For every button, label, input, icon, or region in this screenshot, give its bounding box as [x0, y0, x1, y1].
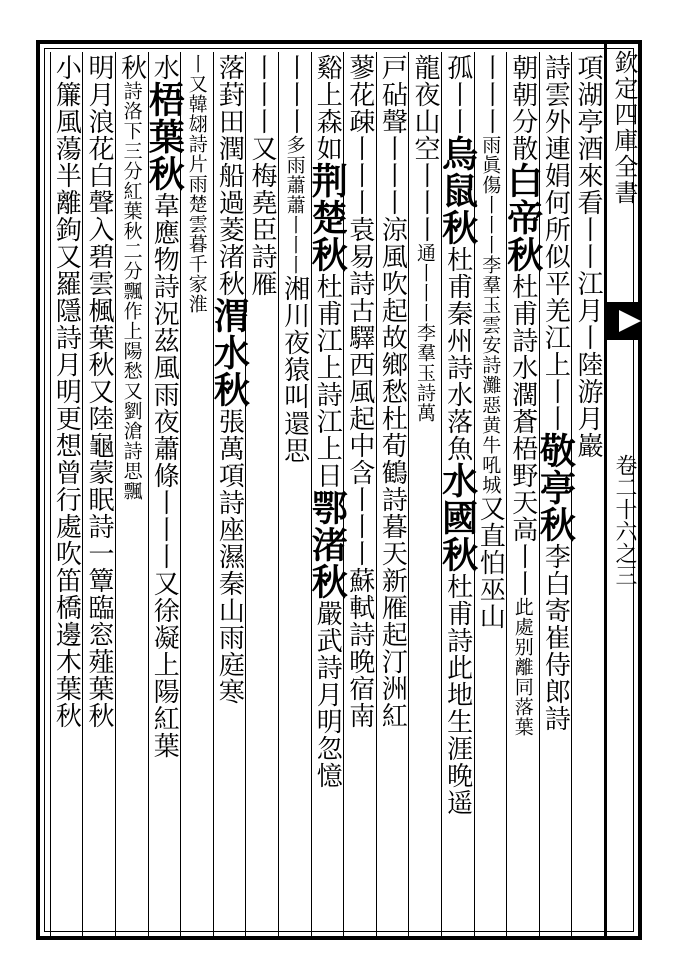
body-text: 又直怕巫山 [475, 495, 506, 630]
heading-phrase: 敬亭秋 [534, 432, 577, 543]
column-rule [115, 52, 116, 936]
heading-phrase: 水國秋 [436, 462, 479, 573]
annotation-text: 雨眞傷丨丨丨李羣玉雲安詩灘惡黄牛吼城 [479, 135, 502, 495]
body-text: 蓼花疎丨丨丨袁易詩古驛西風起中含丨丨丨蘇軾詩晚宿南 [344, 54, 375, 729]
heading-phrase: 梧葉秋 [143, 81, 186, 192]
body-text: 丨丨丨 [475, 54, 506, 135]
heading-phrase: 烏鼠秋 [436, 135, 479, 246]
annotation-text: 詩洛下三分紅葉秋二分飄作上陽愁又劉滄詩思飄 [120, 81, 143, 501]
annotation-text: 丨又韓翃詩片雨楚雲暮千家淮 [185, 54, 208, 314]
column-rule [148, 52, 149, 936]
body-text: 落葑田潤船過菱渚秋 [214, 54, 245, 297]
column-rule [376, 52, 377, 936]
text-column [245, 54, 278, 934]
body-text: 杜甫秦州詩水落魚 [442, 246, 473, 462]
body-text: 嚴武詩月明忽憶 [312, 600, 343, 789]
text-column [143, 54, 186, 934]
body-text: 秋 [116, 54, 147, 81]
column-rule [213, 52, 214, 936]
column-rule [441, 52, 442, 936]
body-text: 朝朝分散 [507, 54, 538, 162]
juan-label: 卷二十六之三 [612, 454, 637, 586]
margin-title: 欽定四庫全書 [610, 50, 638, 206]
body-text: 杜甫江上詩江上日 [312, 273, 343, 489]
column-rule [278, 52, 279, 936]
annotation-text: 此處别離同落葉 [511, 597, 534, 737]
column-rule [311, 52, 312, 936]
text-column [115, 54, 148, 934]
annotation-text: 通丨丨丨李羣玉詩萬 [413, 243, 436, 423]
body-text: 孤丨丨 [442, 54, 473, 135]
column-rule [245, 52, 246, 936]
fish-tail-mark [604, 302, 641, 340]
text-column [50, 54, 83, 934]
annotation-text: 多雨蕭蕭丨丨丨 [283, 135, 306, 275]
text-column [278, 54, 311, 934]
body-text: 戸砧聲丨丨丨涼風吹起故鄉愁杜荀鶴詩暮天新雁起汀洲紅 [377, 54, 408, 729]
text-column [208, 54, 251, 934]
body-text: 杜甫詩此地生涯晚遥 [442, 573, 473, 816]
text-column [376, 54, 409, 934]
body-text: 李白寄崔侍郎詩 [540, 543, 571, 732]
text-column [306, 54, 349, 934]
heading-phrase: 鄂渚秋 [306, 489, 349, 600]
column-rule [82, 52, 83, 936]
margin-strip [604, 44, 638, 936]
body-text: 丨丨丨 [279, 54, 310, 135]
body-text: 張萬項詩座濕秦山雨庭寒 [214, 408, 245, 705]
body-text: 谿上森如 [312, 54, 343, 162]
body-text: 小簾風蕩半離鉤又羅隱詩月明更想曾行處吹笛橋邊木葉秋 [51, 54, 82, 729]
heading-phrase: 渭水秋 [208, 297, 251, 408]
body-text: 韋應物詩況茲風雨夜蕭條丨丨丨又徐凝上陽紅葉 [149, 192, 180, 759]
body-text: 項湖亭酒來看丨丨江月丨陸游月巖 [572, 54, 603, 459]
heading-phrase: 荆楚秋 [306, 162, 349, 273]
body-text: 丨丨丨又梅堯臣詩雁 [246, 54, 277, 297]
text-column [82, 54, 115, 934]
body-text: 龍夜山空丨丨丨 [409, 54, 440, 243]
column-rule [408, 52, 409, 936]
column-rule [506, 52, 507, 936]
text-column [408, 54, 441, 934]
text-column [436, 54, 479, 934]
body-text: 水 [149, 54, 180, 81]
body-text: 詩雲外連娟何所似平羌江上丨丨 [540, 54, 571, 432]
body-text: 明月浪花白聲入碧雲楓葉秋又陸龜蒙眠詩一簟臨窓薤葉秋 [83, 54, 114, 729]
column-rule [50, 52, 51, 936]
page-frame [36, 40, 642, 940]
body-text: 杜甫詩水濶蒼梧野天高丨丨 [507, 273, 538, 597]
heading-phrase: 白帝秋 [501, 162, 544, 273]
text-column [501, 54, 544, 934]
body-text: 湘川夜猿叫還思 [279, 275, 310, 464]
